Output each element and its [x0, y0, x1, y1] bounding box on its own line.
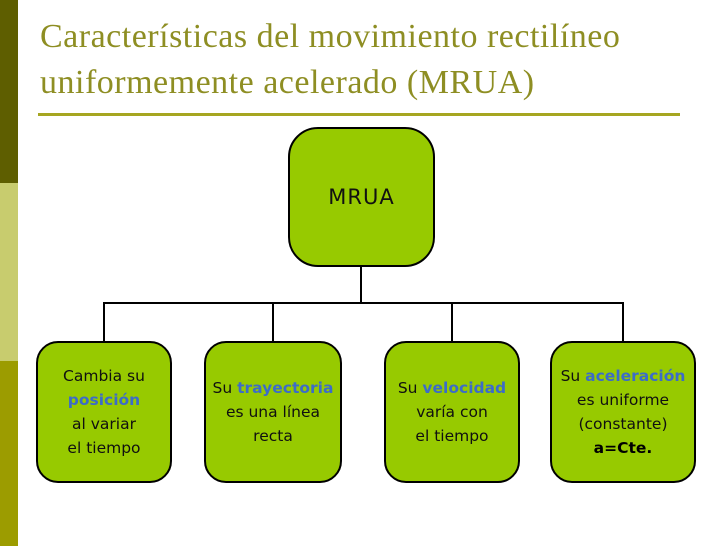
diagram-box-velocidad — [384, 341, 520, 483]
diagram-box-velocidad-text: Su velocidad varía con el tiempo — [397, 379, 507, 445]
diagram-root-box — [288, 127, 435, 267]
diagram-box-trayectoria — [204, 341, 342, 483]
diagram-box-posicion-text: Cambia su posición al variar el tiempo — [63, 367, 145, 457]
diagram-box-aceleracion-text: Su aceleración es uniforme (constante) a=Cte. — [560, 367, 686, 457]
connector-drop-trayectoria — [272, 302, 274, 342]
slide-title-line-2: uniformemente acelerado (MRUA) — [40, 64, 535, 101]
connector-root-stem — [360, 267, 362, 304]
edge-bar-middle — [0, 183, 18, 361]
slide-title — [40, 14, 700, 106]
diagram-root-label: MRUA — [328, 185, 395, 209]
connector-drop-velocidad — [451, 302, 453, 342]
connector-horizontal-bar — [103, 302, 624, 304]
diagram-box-aceleracion — [550, 341, 696, 483]
diagram-box-trayectoria-text: Su trayectoria es una línea recta — [212, 379, 334, 445]
slide-title-line-1: Características del movimiento rectilíneo — [40, 18, 621, 55]
title-underline — [38, 113, 680, 116]
edge-bar-bottom — [0, 361, 18, 546]
diagram-box-posicion — [36, 341, 172, 483]
edge-bar-top — [0, 0, 18, 183]
connector-drop-posicion — [103, 302, 105, 342]
connector-drop-aceleracion — [622, 302, 624, 342]
